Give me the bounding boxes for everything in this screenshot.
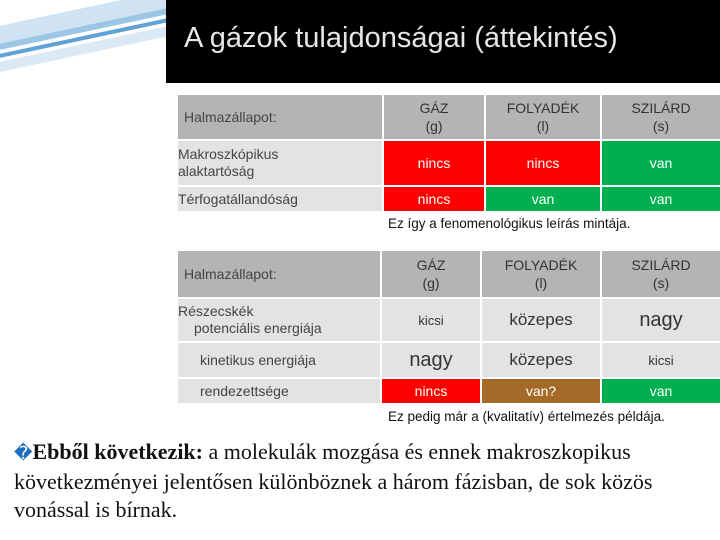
bullet-paragraph: [14, 438, 714, 524]
decorative-swoosh: [0, 0, 170, 85]
table-header-row: [177, 250, 720, 298]
header-label: Halmazállapot:: [177, 250, 381, 298]
table-header-row: [177, 94, 720, 140]
row-group-label: Részecskék: [178, 303, 254, 319]
row-label: potenciális energiája: [194, 320, 322, 336]
bullet-marker: �: [14, 443, 33, 464]
slide-title: A gázok tulajdonságai (áttekintés): [184, 22, 618, 54]
header-gas: GÁZ (g): [383, 94, 485, 140]
row-label: Térfogatállandóság: [177, 186, 383, 212]
title-bar: [166, 0, 720, 83]
table-cell: nincs: [485, 140, 601, 186]
slide-content: [166, 83, 720, 436]
row-label: rendezettsége: [177, 378, 381, 404]
table-cell: közepes: [481, 342, 601, 378]
table-cell: nincs: [381, 378, 481, 404]
table-cell: van: [601, 186, 720, 212]
table-cell: van?: [481, 378, 601, 404]
interpretation-table: [176, 249, 720, 405]
header-solid: SZILÁRD (s): [601, 94, 720, 140]
table-cell: nincs: [383, 186, 485, 212]
table-cell: nagy: [601, 298, 720, 342]
table-row: [177, 342, 720, 378]
table-row: [177, 186, 720, 212]
table-cell: kicsi: [381, 298, 481, 342]
table-cell: van: [601, 378, 720, 404]
phenomenological-table: [176, 93, 720, 213]
header-gas: GÁZ (g): [381, 250, 481, 298]
table-row: [177, 140, 720, 186]
table-cell: van: [601, 140, 720, 186]
header-label: Halmazállapot:: [177, 94, 383, 140]
table1-caption: Ez így a fenomenológikus leírás mintája.: [388, 216, 631, 231]
table-cell: közepes: [481, 298, 601, 342]
table-cell: van: [485, 186, 601, 212]
row-label: kinetikus energiája: [177, 342, 381, 378]
header-liquid: FOLYADÉK (l): [485, 94, 601, 140]
header-solid: SZILÁRD (s): [601, 250, 720, 298]
row-label: Makroszkópikus alaktartóság: [177, 140, 383, 186]
table-row: [177, 378, 720, 404]
table2-caption: Ez pedig már a (kvalitatív) értelmezés példája.: [388, 409, 665, 424]
bullet-bold-text: Ebből következik:: [32, 439, 203, 464]
table-row: [177, 298, 720, 342]
table-cell: kicsi: [601, 342, 720, 378]
row-label-group: [177, 298, 381, 342]
header-liquid: FOLYADÉK (l): [481, 250, 601, 298]
bullet-text: a molekulák mozgása és ennek makroszkopikus következményei jelentősen különböznek a három fázisban, de sok közös vonással is bírnak.: [14, 439, 653, 522]
table-cell: nagy: [381, 342, 481, 378]
table-cell: nincs: [383, 140, 485, 186]
